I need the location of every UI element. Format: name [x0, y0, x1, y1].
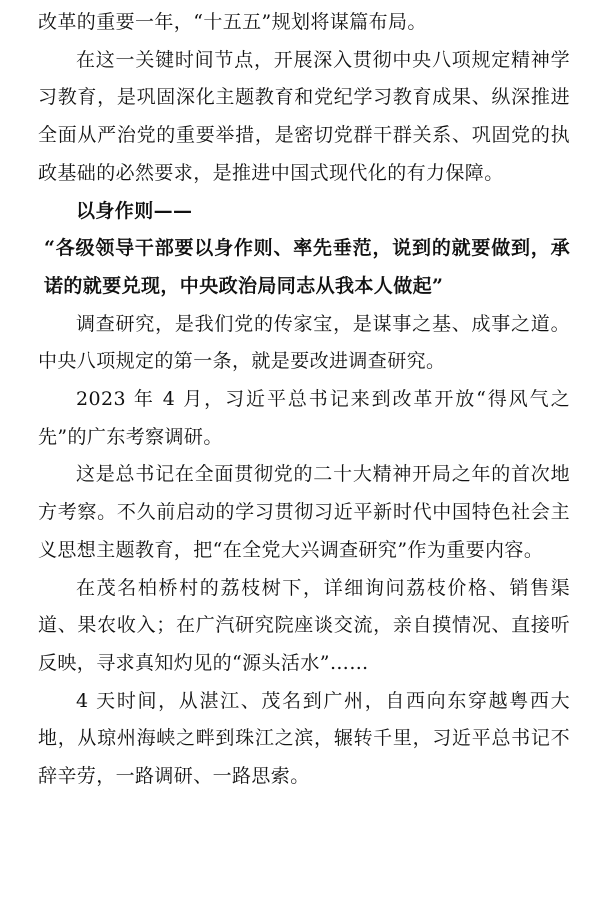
quote-paragraph: “各级领导干部要以身作则、率先垂范，说到的就要做到，承诺的就要兑现，中央政治局同志从我本人做起” — [44, 237, 570, 297]
document-body — [38, 4, 570, 796]
paragraph-maoming-lychee: 在茂名柏桥村的荔枝树下，详细询问荔枝价格、销售渠道、果农收入；在广汽研究院座谈交流，亲自摸情况、直接听反映，寻求真知灼见的“源头活水”…… — [38, 576, 570, 674]
paragraph-four-days: 4 天时间，从湛江、茂名到广州，自西向东穿越粤西大地，从琼州海峡之畔到珠江之滨，辗转千里，习近平总书记不辞辛劳，一路调研、一路思索。 — [38, 689, 570, 788]
paragraph-first-inspection: 这是总书记在全面贯彻党的二十大精神开局之年的首次地方考察。不久前启动的学习贯彻习近平新时代中国特色社会主义思想主题教育，把“在全党大兴调查研究”作为重要内容。 — [38, 463, 570, 561]
paragraph-research: 调查研究，是我们党的传家宝，是谋事之基、成事之道。中央八项规定的第一条，就是要改进调查研究。 — [38, 312, 570, 373]
paragraph-guangdong-visit: 2023 年 4 月，习近平总书记来到改革开放“得风气之先”的广东考察调研。 — [38, 388, 570, 448]
paragraph-key-timing: 在这一关键时间节点，开展深入贯彻中央八项规定精神学习教育，是巩固深化主题教育和党纪学习教育成果、纵深推进全面从严治党的重要举措，是密切党群干群关系、巩固党的执政基础的必然要求，是推进中国式现代化的有力保障。 — [38, 48, 570, 184]
paragraph-continuation: 改革的重要一年，“十五五”规划将谋篇布局。 — [38, 11, 427, 33]
section-heading-lead-by-example: 以身作则—— — [76, 199, 193, 222]
